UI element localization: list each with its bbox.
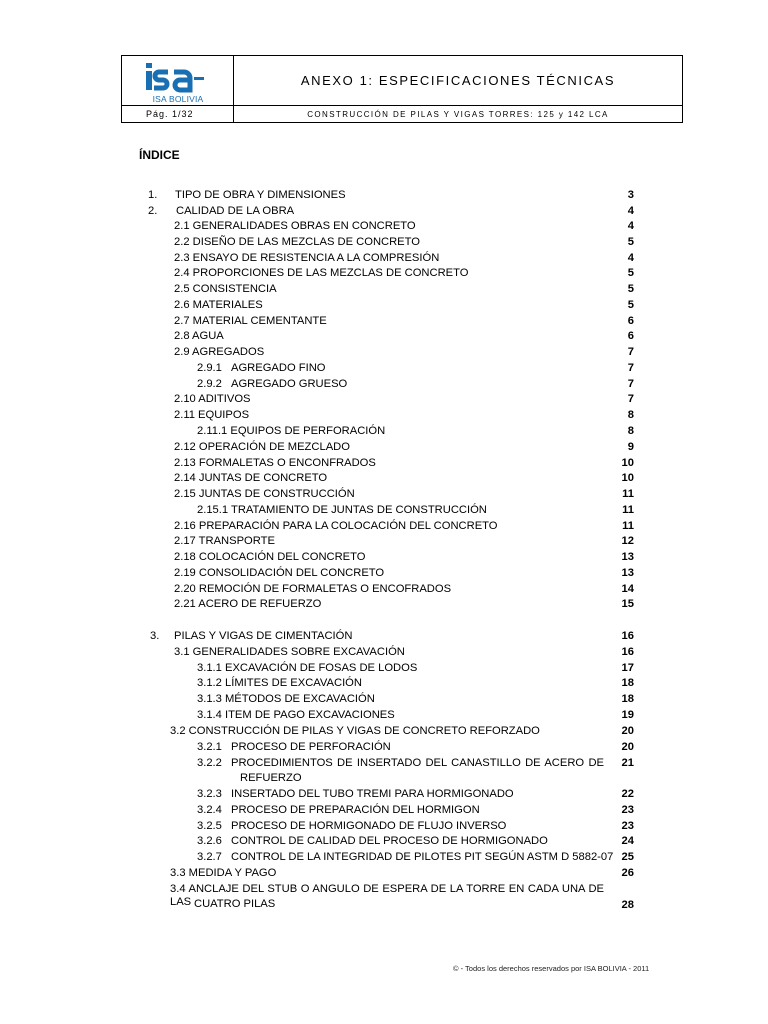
toc-entry-page: 24 [621,835,634,847]
toc-entry-title: 3.1 GENERALIDADES SOBRE EXCAVACIÓN [174,646,405,658]
toc-entry-title: 2.19 CONSOLIDACIÓN DEL CONCRETO [174,567,385,579]
toc-entry-page: 20 [621,741,634,753]
document-subtitle: CONSTRUCCIÓN DE PILAS Y VIGAS TORRES: 125 y 142 LCA [307,110,609,119]
toc-entry-title: 2.2 DISEÑO DE LAS MEZCLAS DE CONCRETO [174,236,420,248]
toc-entry-title: 2.20 REMOCIÓN DE FORMALETAS O ENCOFRADOS [174,583,452,595]
toc-entry-page: 7 [627,346,634,358]
toc-entry-page: 4 [627,205,634,217]
toc-entry-title: CONTROL DE CALIDAD DEL PROCESO DE HORMIGONADO [231,835,548,847]
toc-entry-number: 3.2.3 [197,788,222,800]
toc-entry-page: 18 [621,693,634,705]
toc-entry-page: 17 [621,662,634,674]
toc-entry-page: 5 [627,267,634,279]
toc-entry-number: 3.2.2 [197,757,222,769]
toc-entry-title: 2.11 EQUIPOS [174,409,250,421]
toc-entry-title: CONTROL DE LA INTEGRIDAD DE PILOTES PIT SEGÚN ASTM D 5882-07 [231,851,614,863]
toc-entry-page: 16 [621,646,634,658]
toc-entry-page: 5 [627,236,634,248]
toc-entry-number: 3.2.1 [197,741,222,753]
toc-entry-number: 3. [150,630,160,642]
toc-entry-page: 7 [627,362,634,374]
toc-entry-title: 2.11.1 EQUIPOS DE PERFORACIÓN [197,425,386,437]
toc-entry-page: 12 [621,535,634,547]
toc-entry-number: 3.2.6 [197,835,222,847]
toc-entry-title: PROCESO DE HORMIGONADO DE FLUJO INVERSO [231,820,507,832]
toc-entry-page: 4 [627,252,634,264]
toc-entry-title: 3.4 ANCLAJE DEL STUB O ANGULO DE ESPERA DE LA TORRE EN CADA UNA DE LAS [170,883,604,908]
toc-entry-number: 3.2.7 [197,851,222,863]
toc-entry-title: 2.7 MATERIAL CEMENTANTE [174,315,327,327]
toc-entry-page: 20 [621,725,634,737]
toc-entry-page: 23 [621,804,634,816]
toc-entry-number: 2.9.2 [197,378,222,390]
toc-entry-page: 25 [621,851,634,863]
toc-entry-title: 2.3 ENSAYO DE RESISTENCIA A LA COMPRESIÓN [174,252,440,264]
toc-entry-title: 2.4 PROPORCIONES DE LAS MEZCLAS DE CONCRETO [174,267,469,279]
toc-entry-page: 10 [621,472,634,484]
document-title: ANEXO 1: ESPECIFICACIONES TÉCNICAS [234,56,682,106]
toc-entry-page: 3 [627,189,634,201]
toc-entry-title: 3.3 MEDIDA Y PAGO [170,867,277,879]
toc-entry-page: 21 [621,757,634,769]
toc-entry-page: 6 [627,315,634,327]
toc-entry-title: 2.21 ACERO DE REFUERZO [174,598,322,610]
toc-entry-title: 2.18 COLOCACIÓN DEL CONCRETO [174,551,366,563]
toc-entry-number: 2.9.1 [197,362,222,374]
toc-entry-page: 19 [621,709,634,721]
toc-entry-title: 2.15.1 TRATAMIENTO DE JUNTAS DE CONSTRUCCIÓN [197,504,487,516]
toc-entry-title: PROCESO DE PERFORACIÓN [231,741,391,753]
toc-entry-continuation: REFUERZO [240,772,302,784]
toc-entry-page: 5 [627,283,634,295]
toc-entry-title: 2.9 AGREGADOS [174,346,265,358]
toc-entry-page: 13 [621,567,634,579]
toc-entry-page: 26 [621,867,634,879]
toc-entry-title: AGREGADO GRUESO [231,378,348,390]
toc-entry-title: 2.5 CONSISTENCIA [174,283,277,295]
toc-entry-page: 7 [627,393,634,405]
toc-entry-number: 1. [148,189,158,201]
toc-entry-title: 2.10 ADITIVOS [174,393,251,405]
index-heading: ÍNDICE [139,148,180,162]
logo-subtitle: ISA BOLIVIA [152,94,204,104]
page-number: Pág. 1/32 [122,106,234,123]
toc-entry-title: PILAS Y VIGAS DE CIMENTACIÓN [174,630,353,642]
toc-entry-page: 4 [627,220,634,232]
toc-entry-title: PROCESO DE PREPARACIÓN DEL HORMIGON [231,804,480,816]
toc-entry-page: 14 [621,583,634,595]
toc-entry-page: 18 [621,677,634,689]
toc-entry-page: 8 [627,409,634,421]
toc-entry-title: 3.1.1 EXCAVACIÓN DE FOSAS DE LODOS [197,662,418,674]
toc-entry-title: 2.12 OPERACIÓN DE MEZCLADO [174,441,350,453]
copyright-footer: © - Todos los derechos reservados por ISA BOLIVIA - 2011 [453,964,650,973]
toc-entry-title: CALIDAD DE LA OBRA [176,205,295,217]
toc-entry-page: 9 [627,441,634,453]
toc-entry-title: TIPO DE OBRA Y DIMENSIONES [175,189,346,201]
toc-entry-title: PROCEDIMIENTOS DE INSERTADO DEL CANASTILLO DE ACERO DE [231,757,604,769]
toc-entry-number: 3.2.4 [197,804,222,816]
toc-entry-title: 3.2 CONSTRUCCIÓN DE PILAS Y VIGAS DE CONCRETO REFORZADO [170,725,540,737]
toc-entry-page: 7 [627,378,634,390]
toc-entry-title: 2.8 AGUA [174,330,224,342]
toc-entry-page: 13 [621,551,634,563]
toc-entry-page: 16 [621,630,634,642]
toc-entry-title: 3.1.4 ITEM DE PAGO EXCAVACIONES [197,709,395,721]
toc-entry-title: 2.13 FORMALETAS O ENCONFRADOS [174,457,376,469]
toc-entry-number: 2. [148,205,158,217]
toc-entry-title: 3.1.3 MÉTODOS DE EXCAVACIÓN [197,693,375,705]
toc-entry-title: 2.14 JUNTAS DE CONCRETO [174,472,328,484]
toc-entry-title: AGREGADO FINO [231,362,326,374]
toc-entry-page: 23 [621,820,634,832]
toc-entry-page: 15 [621,598,634,610]
toc-entry-page: 10 [621,457,634,469]
toc-entry-title: 2.6 MATERIALES [174,299,263,311]
toc-entry-page: 11 [622,520,634,532]
toc-entry-page: 8 [627,425,634,437]
toc-entry-page: 11 [622,488,634,500]
toc-entry-number: 3.2.5 [197,820,222,832]
toc-entry-title: 2.16 PREPARACIÓN PARA LA COLOCACIÓN DEL CONCRETO [174,520,498,532]
toc-entry-title: 2.1 GENERALIDADES OBRAS EN CONCRETO [174,220,416,232]
toc-entry-title: 2.15 JUNTAS DE CONSTRUCCIÓN [174,488,355,500]
toc-entry-continuation: CUATRO PILAS [194,898,276,910]
toc-entry-page: 11 [622,504,634,516]
toc-entry-title: 3.1.2 LÍMITES DE EXCAVACIÓN [197,677,362,689]
toc-entry-page: 5 [627,299,634,311]
toc-entry-page: 6 [627,330,634,342]
toc-entry-page: 22 [621,788,634,800]
toc-entry-title: INSERTADO DEL TUBO TREMI PARA HORMIGONADO [231,788,514,800]
toc-entry-title: 2.17 TRANSPORTE [174,535,275,547]
toc-entry-page: 28 [621,899,634,911]
